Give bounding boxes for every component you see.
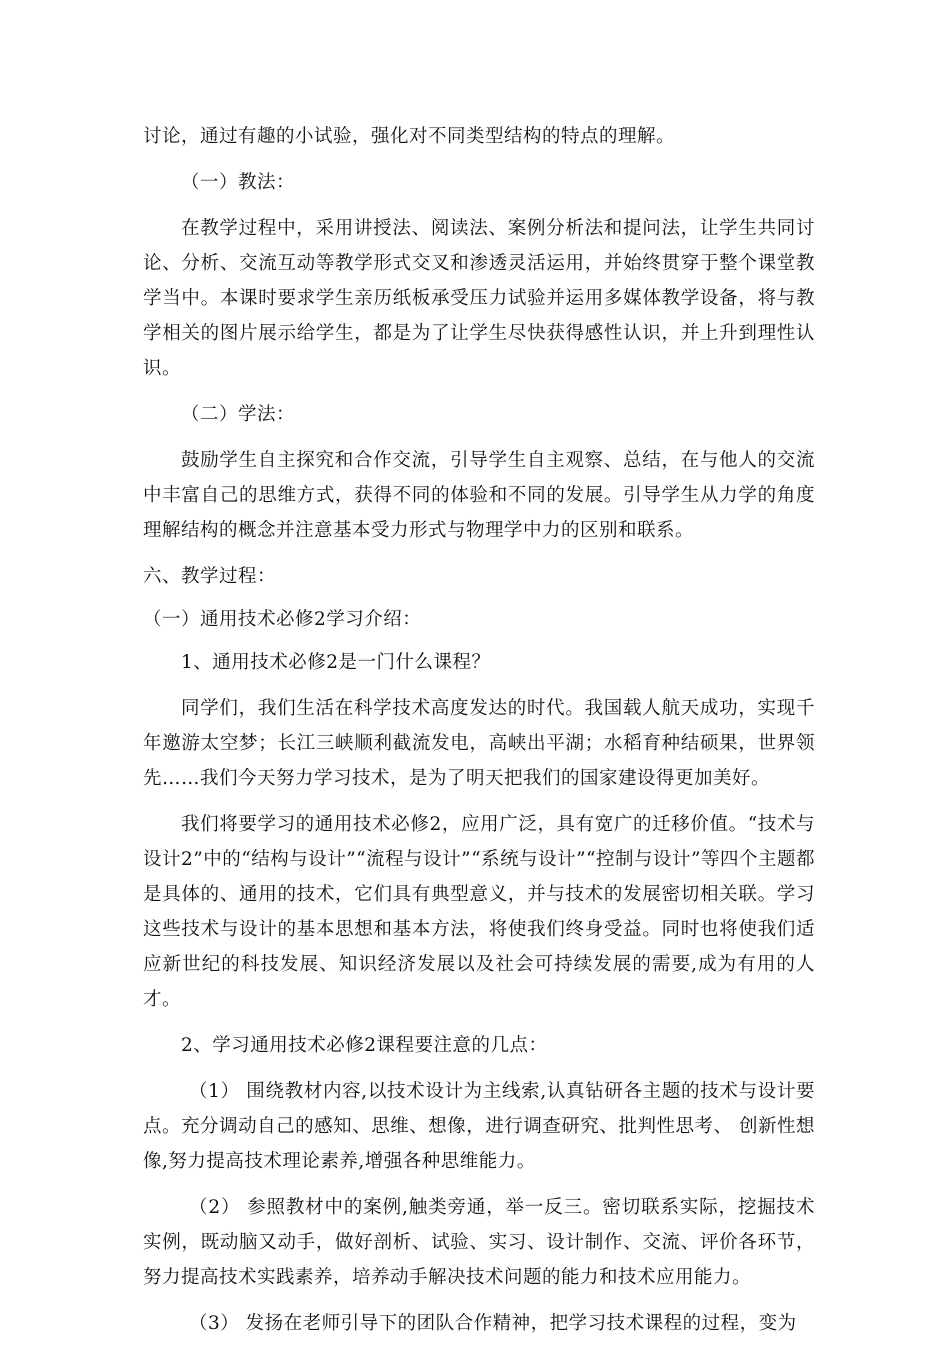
heading-teaching-process: 六、教学过程： [143, 566, 277, 587]
heading-learning-method: （二）学法： [181, 404, 296, 425]
heading-teaching-method: （一）教法： [181, 172, 296, 193]
list-item-1: （1） 围绕教材内容,以技术设计为主线索,认真钻研各主题的技术与设计要点。充分调动自己的感知、思维、想像，进行调查研究、批判性思考、 创新性想像,努力提高技术理论素养,增强各种思维能力。 [143, 1081, 815, 1172]
paragraph-learning-method: 鼓励学生自主探究和合作交流，引导学生自主观察、总结，在与他人的交流中丰富自己的思维方式，获得不同的体验和不同的发展。引导学生从力学的角度理解结构的概念并注意基本受力形式与物理学中力的区别和联系。 [143, 450, 815, 541]
paragraph-era: 同学们，我们生活在科学技术高度发达的时代。我国载人航天成功，实现千年邀游太空梦；长江三峡顺利截流发电，高峡出平湖；水稻育种结硕果，世界领先……我们今天努力学习技术，是为了明天把我们的国家建设得更加美好。 [143, 698, 815, 789]
heading-study-points: 2、学习通用技术必修2课程要注意的几点： [181, 1035, 548, 1056]
document-body [143, 119, 815, 1352]
paragraph-teaching-method: 在教学过程中，采用讲授法、阅读法、案例分析法和提问法，让学生共同讨论、分析、交流互动等教学形式交叉和渗透灵活运用，并始终贯穿于整个课堂教学当中。本课时要求学生亲历纸板承受压力试验并运用多媒体教学设备，将与教学相关的图片展示给学生，都是为了让学生尽快获得感性认识，并上升到理性认识。 [143, 218, 815, 379]
paragraph-continuation: 讨论，通过有趣的小试验，强化对不同类型结构的特点的理解。 [143, 126, 676, 147]
paragraph-course-value: 我们将要学习的通用技术必修2，应用广泛，具有宽广的迁移价值。“技术与设计2”中的“结构与设计”“流程与设计”“系统与设计”“控制与设计”等四个主题都是具体的、通用的技术，它们具有典型意义，并与技术的发展密切相关联。学习这些技术与设计的基本思想和基本方法，将使我们终身受益。同时也将使我们适应新世纪的科技发展、知识经济发展以及社会可持续发展的需要,成为有用的人才。 [143, 814, 815, 1010]
heading-what-course: 1、通用技术必修2是一门什么课程？ [181, 652, 491, 673]
list-item-2: （2） 参照教材中的案例,触类旁通，举一反三。密切联系实际，挖掘技术实例，既动脑又动手，做好剖析、试验、实习、设计制作、交流、评价各环节，努力提高技术实践素养，培养动手解决技术问题的能力和技术应用能力。 [143, 1197, 815, 1288]
heading-course-intro: （一）通用技术必修2学习介绍： [143, 609, 422, 630]
list-item-3: （3） 发扬在老师引导下的团队合作精神，把学习技术课程的过程，变为 [189, 1313, 797, 1334]
